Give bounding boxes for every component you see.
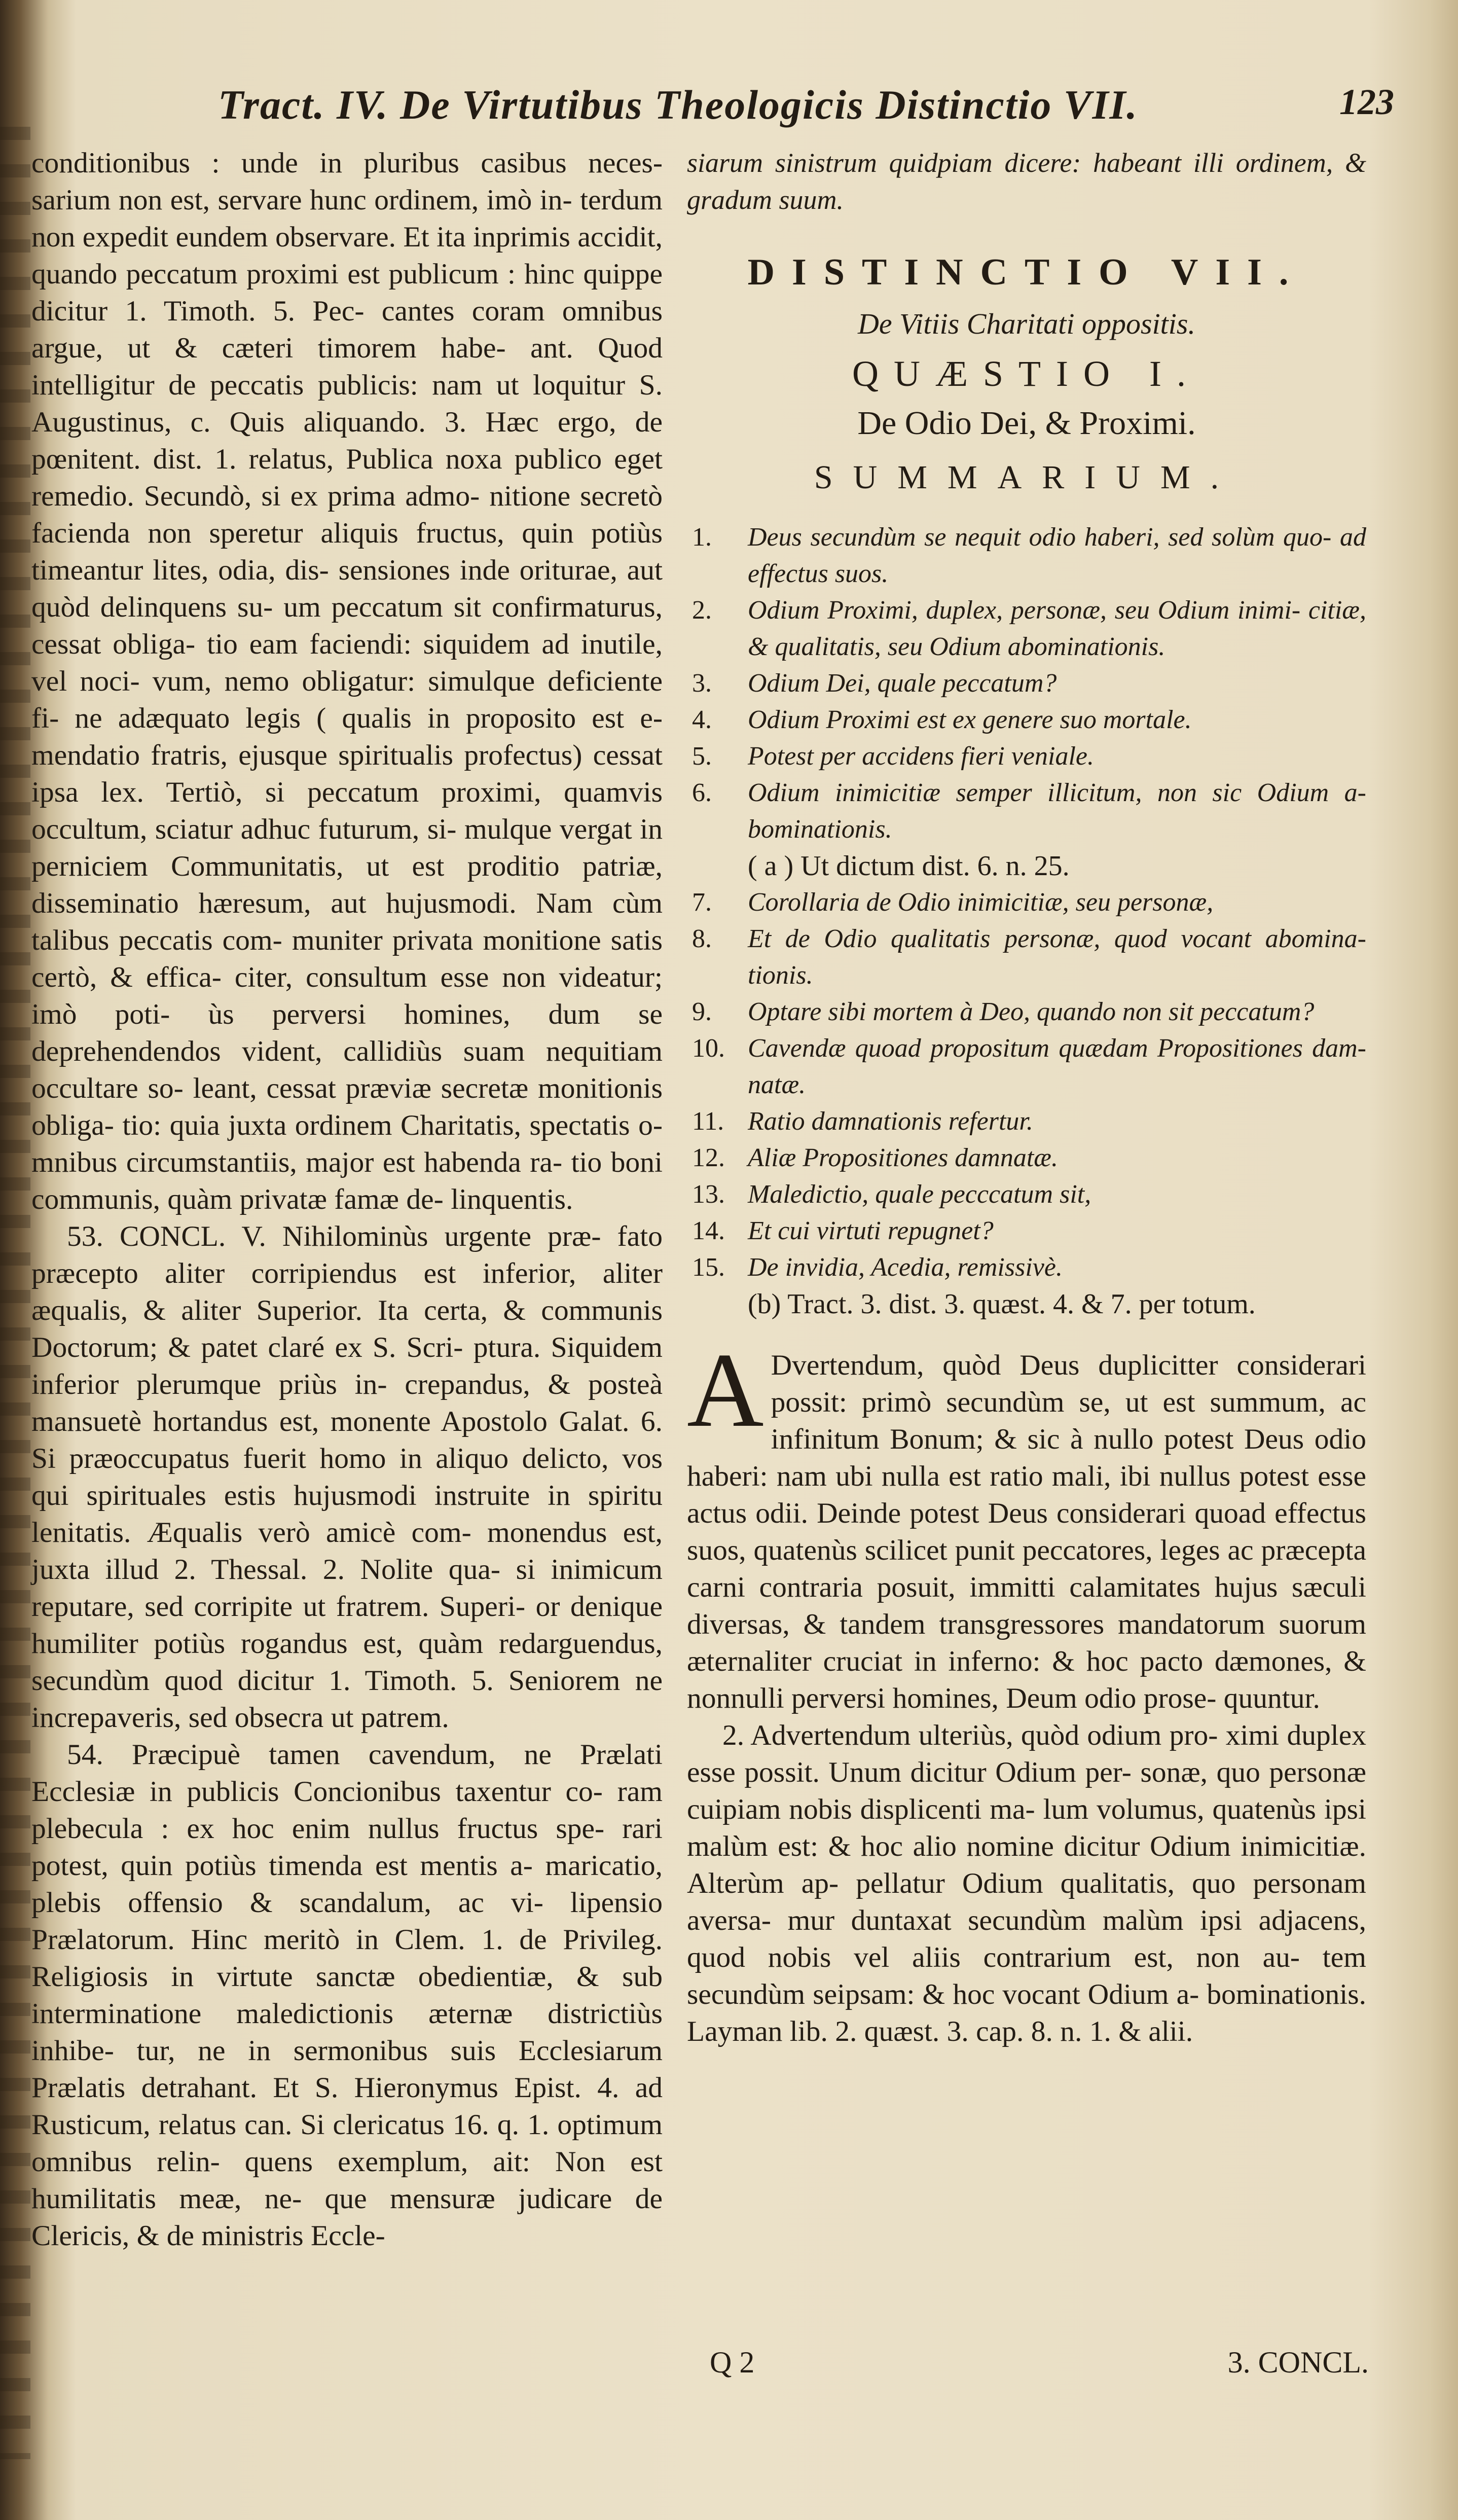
quaestio-subtitle: De Odio Dei, & Proximi. — [857, 405, 1196, 442]
summarium-text: ( a ) Ut dictum dist. 6. n. 25. — [748, 850, 1070, 882]
summarium-item — [687, 1103, 1366, 1140]
previous-page-edge — [0, 127, 30, 2459]
summarium-item — [687, 519, 1366, 592]
summarium-number: 2. — [692, 596, 712, 625]
summarium-list — [687, 519, 1366, 1322]
summarium-item — [687, 738, 1366, 775]
signature-mark: Q 2 — [710, 2346, 755, 2379]
running-head: Tract. IV. De Virtutibus Theologicis Distinctio VII. — [218, 82, 1138, 128]
summarium-item — [687, 884, 1366, 921]
summarium-text: Optare sibi mortem à Deo, quando non sit peccatum? — [748, 997, 1315, 1026]
summarium-item — [687, 994, 1366, 1030]
summarium-text: Odium Proximi, duplex, personæ, seu Odium inimi- citiæ, & qualitatis, seu Odium abominationis. — [748, 596, 1366, 661]
paragraph-conditionibus: conditionibus : unde in pluribus casibus neces- sarium non est, servare hunc ordinem, imò in- terdum non expedit eundem observare. Et ita inprimis accidit, quando peccatum proximi est publicum : hinc quippe dicitur 1. Timoth. 5. Pec- cantes coram omnibus argue, ut & cæteri timorem habe- ant. Quod intelligitur de peccatis publicis: nam ut loquitur S. Augustinus, c. Quis aliquando. 3. Hæc ergo, de pœnitent. dist. 1. relatus, Publica noxa publico eget remedio. Secundò, si ex prima admo- nitione secretò facienda non speretur aliquis fructus, quin potiùs timeantur lites, odia, dis- sensiones inde oriturae, aut quòd delinquens su- um peccatum sit confirmaturus, cessat obliga- tio eam faciendi: siquidem ad inutile, vel noci- vum, nemo obligatur: simulque deficiente fi- ne adæquato legis ( qualis in proposito est e- mendatio fratris, ejusque spiritualis profectus) cessat ipsa lex. Tertiò, si peccatum proximi, quamvis occultum, sciatur adhuc futurum, si- mulque vergat in perniciem Communitatis, ut est proditio patriæ, disseminatio hæresum, aut hujusmodi. Nam cùm talibus peccatis com- muniter privata monitione satis certò, & effica- citer, consultum esse non videatur; imò poti- ùs perversi homines, dum se deprehendendos vident, callidiùs suam nequitiam occultare so- leant, cessat præviæ secretæ monitionis obliga- tio: quia juxta ordinem Charitatis, spectatis o- mnibus circumstantiis, major est habenda ra- tio boni communis, quàm privatæ famæ de- linquentis. — [31, 147, 663, 1215]
catchword: 3. CONCL. — [1227, 2346, 1369, 2379]
paragraph-1-text: Dvertendum, quòd Deus duplicitter considerari possit: primò secundùm se, ut est summum, ac infinitum Bonum; & sic à nullo potest Deus odio haberi: nam ubi nulla est ratio mali, ibi nullus potest esse actus odii. Deinde potest Deus considerari quoad effectus suos, quatenùs scilicet punit peccatores, leges ac præcepta carni contraria posuit, immitti calamitates hujus sæculi diversas, & tandem transgressores mandatorum suorum æternaliter cruciat in inferno: & hoc pacto dæmones, & nonnulli perversi homines, Deum odio prose- quuntur. — [687, 1349, 1366, 1714]
summarium-number — [687, 1286, 748, 1322]
summarium-number: 10. — [692, 1034, 725, 1063]
summarium-text: Maledictio, quale pecccatum sit, — [748, 1180, 1091, 1209]
summarium-item — [687, 1249, 1366, 1286]
summarium-text: Cavendæ quoad propositum quædam Propositiones dam- natæ. — [748, 1034, 1366, 1099]
summarium-item — [687, 1286, 1366, 1322]
summarium-number: 11. — [692, 1107, 724, 1136]
quaestio-title: QUÆSTIO I. — [852, 353, 1201, 394]
summarium-text: Corollaria de Odio inimicitiæ, seu personæ, — [748, 888, 1214, 917]
summarium-number: 8. — [692, 924, 712, 953]
summarium-number: 1. — [692, 523, 712, 552]
summarium-text: Odium Dei, quale peccatum? — [748, 669, 1057, 698]
summarium-item — [687, 848, 1366, 884]
summarium-item — [687, 592, 1366, 665]
drop-cap: A — [687, 1331, 764, 1449]
summarium-text: De invidia, Acedia, remissivè. — [748, 1253, 1063, 1282]
summarium-number: 14. — [692, 1216, 725, 1245]
summarium-text: Aliæ Propositiones damnatæ. — [748, 1143, 1058, 1172]
summarium-item — [687, 1176, 1366, 1213]
paragraph-2: 2. Advertendum ulteriùs, quòd odium pro- ximi duplex esse possit. Unum dicitur Odium per- sonæ, quo personæ cuipiam nobis displicenti ma- lum volumus, quatenùs ipsi malùm est: & hoc alio nomine dicitur Odium inimicitiæ. Alterùm ap- pellatur Odium qualitatis, quo personam aversa- mur duntaxat secundùm malùm ipsi adjacens, quod nobis vel aliis contrarium est, non au- tem secundùm seipsam: & hoc vocant Odium a- bominationis. Layman lib. 2. quæst. 3. cap. 8. n. 1. & alii. — [687, 1719, 1366, 2047]
continuation-text: siarum sinistrum quidpiam dicere: habeant illi ordinem, & gradum suum. — [687, 148, 1366, 215]
summarium-number: 6. — [692, 778, 712, 807]
distinctio-title: DISTINCTIO VII. — [747, 251, 1306, 293]
page-number: 123 — [1339, 82, 1394, 122]
summarium-item — [687, 1140, 1366, 1176]
summarium-item — [687, 665, 1366, 702]
paragraph-54: 54. Præcipuè tamen cavendum, ne Prælati Ecclesiæ in publicis Concionibus taxentur co- ram plebecula : ex hoc enim nullus fructus spe- rari potest, quin potiùs timenda est mentis a- maricatio, plebis offensio & scandalum, ac vi- lipensio Prælatorum. Hinc meritò in Clem. 1. de Privileg. Religiosis in virtute sanctæ obedientiæ, & sub interminatione maledictionis æternæ districtiùs inhibe- tur, ne in sermonibus suis Ecclesiarum Prælatis detrahant. Et S. Hieronymus Epist. 4. ad Rusticum, relatus can. Si clericatus 16. q. 1. optimum omnibus relin- quens exemplum, ait: Non est humilitatis meæ, ne- que mensuræ judicare de Clericis, & de ministris Eccle- — [31, 1739, 663, 2252]
summarium-item — [687, 702, 1366, 738]
summarium-text: Deus secundùm se nequit odio haberi, sed solùm quo- ad effectus suos. — [748, 523, 1366, 588]
summarium-item — [687, 921, 1366, 994]
summarium-number: 12. — [692, 1143, 725, 1172]
summarium-number: 4. — [692, 705, 712, 734]
summarium-text: Odium Proximi est ex genere suo mortale. — [748, 705, 1192, 734]
page-header — [218, 81, 1394, 137]
summarium-number: 5. — [692, 742, 712, 771]
summarium-item — [687, 775, 1366, 848]
summarium-text: Et cui virtuti repugnet? — [748, 1216, 994, 1245]
summarium-number — [687, 848, 748, 884]
summarium-text: Ratio damnationis refertur. — [748, 1107, 1033, 1136]
summarium-title: SUMMARIUM. — [814, 459, 1240, 496]
left-column — [31, 145, 663, 2254]
paragraph-53: 53. CONCL. V. Nihilominùs urgente præ- fato præcepto aliter corripiendus est inferior, aliter æqualis, & aliter Superior. Ita certa, & communis Doctorum; & patet claré ex S. Scri- ptura. Siquidem inferior plerumque priùs in- crepandus, & posteà mansuetè hortandus est, monente Apostolo Galat. 6. Si præoccupatus fuerit homo in aliquo delicto, vos qui spirituales estis hujusmodi instruite in spiritu lenitatis. Æqualis verò amicè com- monendus est, juxta illud 2. Thessal. 2. Nolite qua- si inimicum reputare, sed corripite ut fratrem. Superi- or denique humiliter potiùs rogandus est, quàm redarguendus, secundùm quod dicitur 1. Timoth. 5. Seniorem ne increpaveris, sed obsecra ut patrem. — [31, 1220, 663, 1734]
right-column — [687, 145, 1366, 2050]
summarium-number: 7. — [692, 888, 712, 917]
summarium-number: 13. — [692, 1180, 725, 1209]
summarium-text: (b) Tract. 3. dist. 3. quæst. 4. & 7. per totum. — [748, 1288, 1256, 1320]
summarium-text: Et de Odio qualitatis personæ, quod vocant abomina- tionis. — [748, 924, 1366, 990]
summarium-number: 9. — [692, 997, 712, 1026]
summarium-text: Odium inimicitiæ semper illicitum, non sic Odium a- bominationis. — [748, 778, 1366, 844]
paragraph-1 — [687, 1331, 1366, 1717]
distinctio-subtitle: De Vitiis Charitati oppositis. — [858, 307, 1195, 340]
summarium-number: 3. — [692, 669, 712, 698]
summarium-number: 15. — [692, 1253, 725, 1282]
summarium-text: Potest per accidens fieri veniale. — [748, 742, 1095, 771]
summarium-item — [687, 1030, 1366, 1103]
summarium-item — [687, 1213, 1366, 1249]
